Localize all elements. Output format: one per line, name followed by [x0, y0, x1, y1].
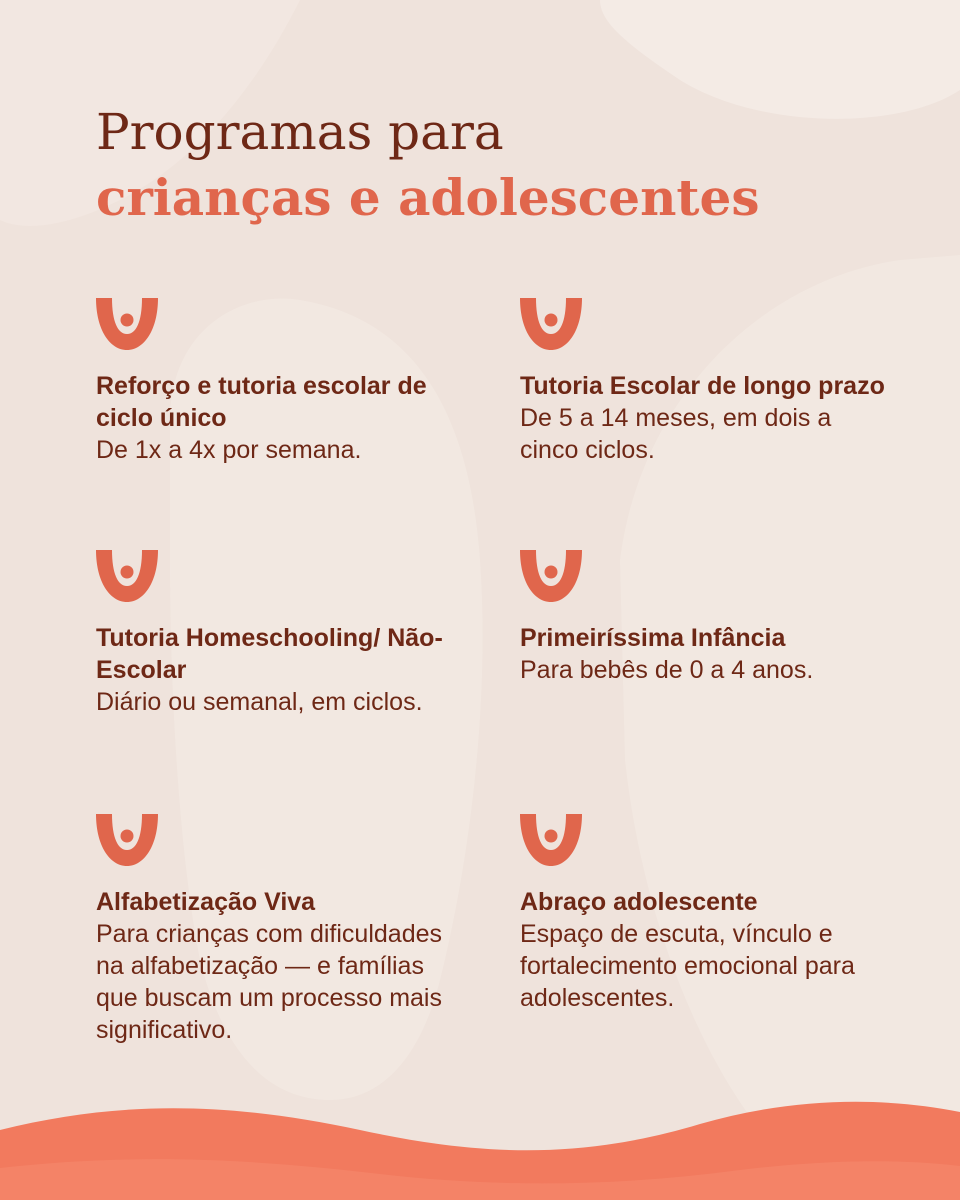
program-title: Abraço adolescente — [520, 888, 758, 916]
program-description: Espaço de escuta, vínculo e fortalecimento emocional para adolescentes. — [520, 920, 855, 1012]
person-cup-icon — [96, 814, 158, 866]
program-card-homeschooling — [96, 550, 468, 718]
person-cup-icon — [96, 298, 158, 350]
program-title: Primeiríssima Infância — [520, 624, 786, 652]
program-title: Reforço e tutoria escolar de ciclo único — [96, 372, 427, 432]
program-card-longo-prazo — [520, 298, 892, 466]
page-title-line1: Programas para — [96, 103, 504, 161]
program-description: De 1x a 4x por semana. — [96, 436, 362, 464]
program-description: Para bebês de 0 a 4 anos. — [520, 656, 814, 684]
person-cup-icon — [520, 814, 582, 866]
program-title: Alfabetização Viva — [96, 888, 316, 916]
person-cup-icon — [520, 550, 582, 602]
program-card-primeirissima — [520, 550, 892, 686]
person-cup-icon — [96, 550, 158, 602]
page-title-line2: crianças e adolescentes — [96, 168, 760, 227]
program-description: Para crianças com dificuldades na alfabetização — e famílias que buscam um processo mais significativo. — [96, 920, 442, 1044]
bottom-wave-decoration — [0, 1090, 960, 1200]
program-description: De 5 a 14 meses, em dois a cinco ciclos. — [520, 404, 832, 464]
program-description: Diário ou semanal, em ciclos. — [96, 688, 423, 716]
program-title: Tutoria Homeschooling/ Não-Escolar — [96, 624, 443, 684]
program-title: Tutoria Escolar de longo prazo — [520, 372, 885, 400]
program-card-reforco — [96, 298, 468, 466]
program-card-alfabetizacao — [96, 814, 468, 1046]
person-cup-icon — [520, 298, 582, 350]
program-card-abraco — [520, 814, 860, 1014]
